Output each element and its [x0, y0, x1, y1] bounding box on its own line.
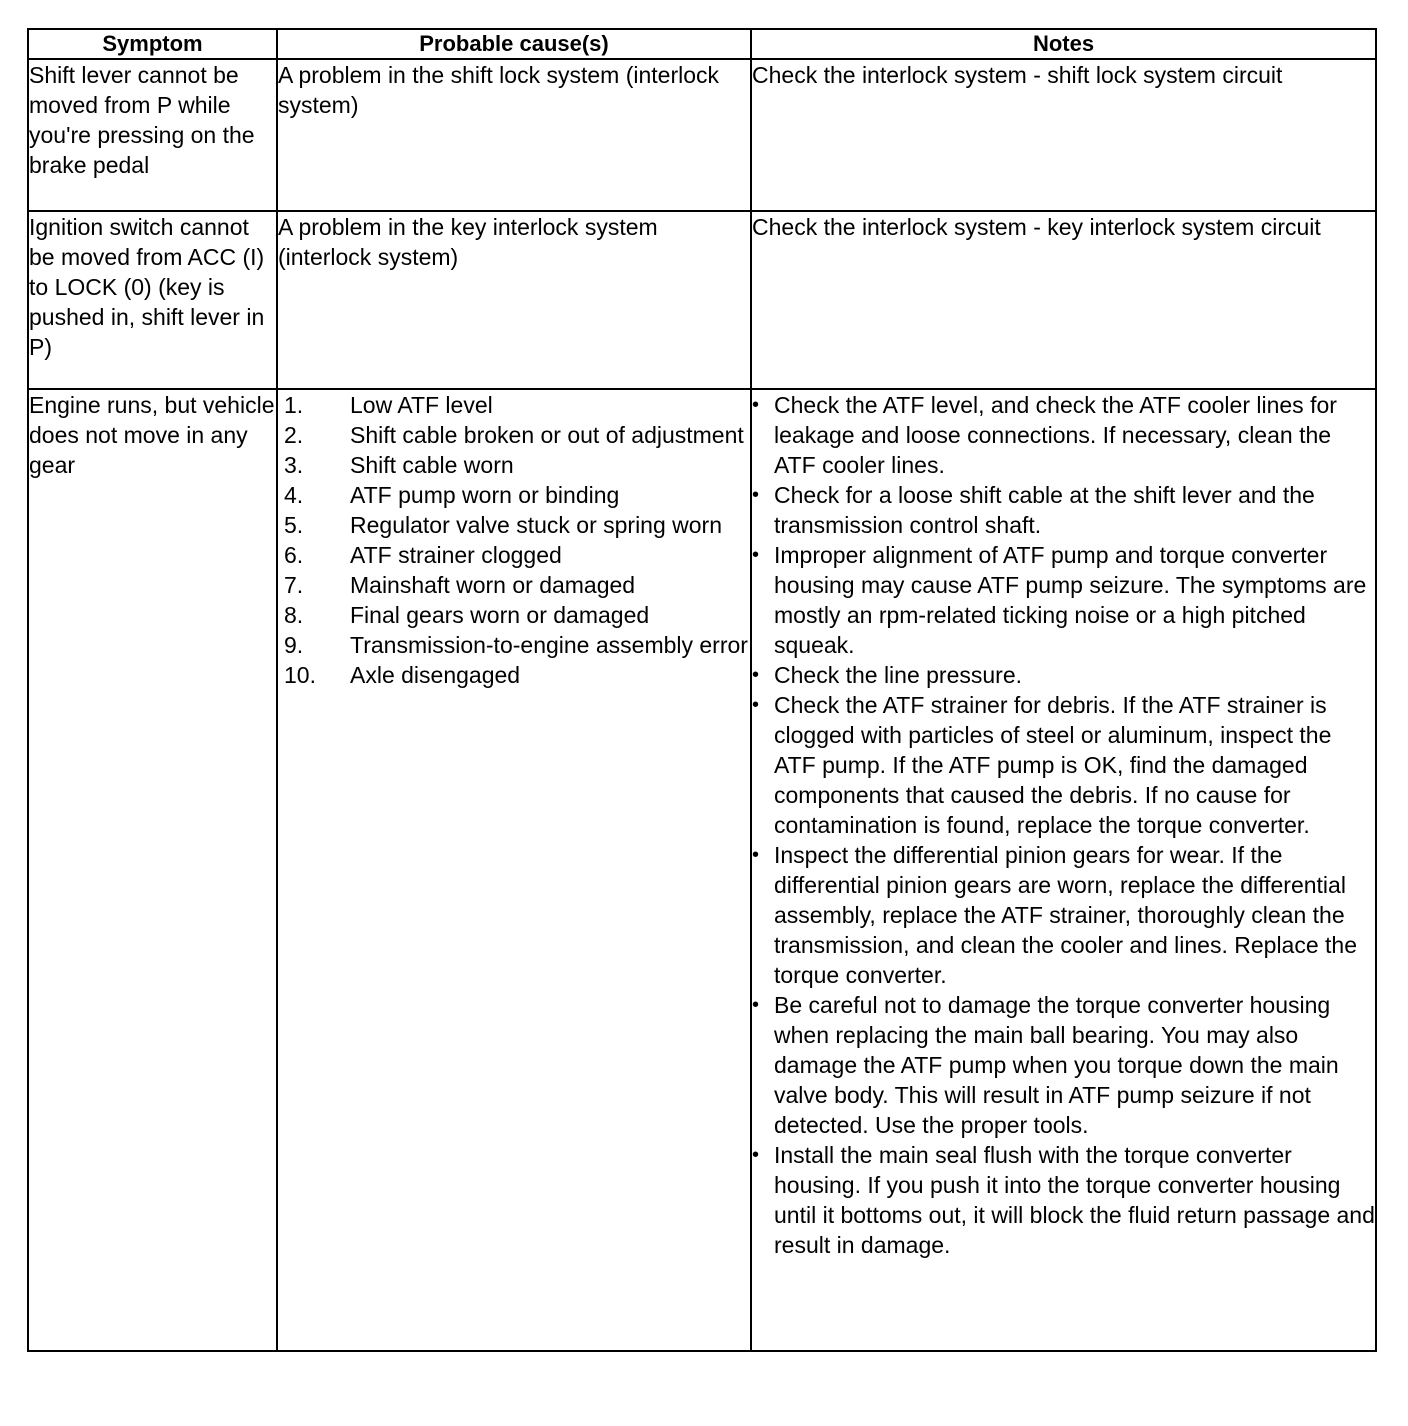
cause-item: [278, 510, 750, 540]
cause-item: [278, 570, 750, 600]
cause-number: 7.: [284, 572, 304, 598]
cause-item: [278, 390, 750, 420]
note-item: • Improper alignment of ATF pump and torque converter housing may cause ATF pump seizure. The symptoms are mostly an rpm-related ticking noise or a high pitched squeak.: [752, 540, 1375, 660]
notes-cell: Check the interlock system - shift lock system circuit: [751, 59, 1376, 211]
cause-number: 8.: [284, 602, 304, 628]
cause-item: [278, 480, 750, 510]
header-notes: Notes: [751, 29, 1376, 59]
notes-cell: Check the interlock system - key interlock system circuit: [751, 211, 1376, 389]
cause-item: [278, 540, 750, 570]
cause-text: Mainshaft worn or damaged: [350, 572, 636, 598]
cause-number: 3.: [284, 452, 304, 478]
cause-cell: [277, 389, 751, 1351]
symptom-cell: Shift lever cannot be moved from P while you're pressing on the brake pedal: [28, 59, 277, 211]
cause-text: Shift cable broken or out of adjustment: [350, 422, 744, 448]
table-row: [28, 211, 1376, 389]
header-symptom: Symptom: [28, 29, 277, 59]
note-item: • Check the ATF level, and check the ATF cooler lines for leakage and loose connections. If necessary, clean the ATF cooler lines.: [752, 390, 1375, 480]
note-item: • Check for a loose shift cable at the shift lever and the transmission control shaft.: [752, 480, 1375, 540]
cause-number: 1.: [284, 392, 304, 418]
cause-number: 10.: [284, 662, 316, 688]
troubleshooting-table: [27, 28, 1377, 1352]
cause-text: Axle disengaged: [350, 662, 521, 688]
cause-number: 9.: [284, 632, 304, 658]
note-item: • Check the ATF strainer for debris. If the ATF strainer is clogged with particles of steel or aluminum, inspect the ATF pump. If the ATF pump is OK, find the damaged components that caused the debris. If no cause for contamination is found, replace the torque converter.: [752, 690, 1375, 840]
header-probable-causes: Probable cause(s): [277, 29, 751, 59]
cause-item: [278, 450, 750, 480]
note-item: • Check the line pressure.: [752, 660, 1375, 690]
cause-text: ATF pump worn or binding: [350, 482, 620, 508]
cause-text: Final gears worn or damaged: [350, 602, 650, 628]
cause-item: [278, 660, 750, 690]
cause-item: [278, 420, 750, 450]
note-item: • Install the main seal flush with the torque converter housing. If you push it into the torque converter housing until it bottoms out, it will block the fluid return passage and result in damage.: [752, 1140, 1375, 1260]
cause-number: 4.: [284, 482, 304, 508]
cause-cell: A problem in the shift lock system (interlock system): [277, 59, 751, 211]
causes-list: [278, 390, 750, 690]
note-item: • Inspect the differential pinion gears for wear. If the differential pinion gears are worn, replace the differential assembly, replace the ATF strainer, thoroughly clean the transmission, and clean the cooler and lines. Replace the torque converter.: [752, 840, 1375, 990]
notes-cell: [751, 389, 1376, 1351]
cause-number: 6.: [284, 542, 304, 568]
cause-cell: A problem in the key interlock system (interlock system): [277, 211, 751, 389]
cause-item: [278, 630, 750, 660]
symptom-cell: Ignition switch cannot be moved from ACC (I) to LOCK (0) (key is pushed in, shift lever in P): [28, 211, 277, 389]
header-row: [28, 29, 1376, 59]
cause-item: [278, 600, 750, 630]
symptom-cell: Engine runs, but vehicle does not move in any gear: [28, 389, 277, 1351]
note-item: • Be careful not to damage the torque converter housing when replacing the main ball bearing. You may also damage the ATF pump when you torque down the main valve body. This will result in ATF pump seizure if not detected. Use the proper tools.: [752, 990, 1375, 1140]
table-row: [28, 389, 1376, 1351]
cause-text: Transmission-to-engine assembly error: [350, 632, 748, 658]
table-row: [28, 59, 1376, 211]
cause-text: Low ATF level: [350, 392, 493, 418]
cause-number: 2.: [284, 422, 304, 448]
cause-text: Regulator valve stuck or spring worn: [350, 512, 722, 538]
cause-text: Shift cable worn: [350, 452, 514, 478]
cause-text: ATF strainer clogged: [350, 542, 562, 568]
notes-list: [752, 390, 1375, 1260]
cause-number: 5.: [284, 512, 304, 538]
